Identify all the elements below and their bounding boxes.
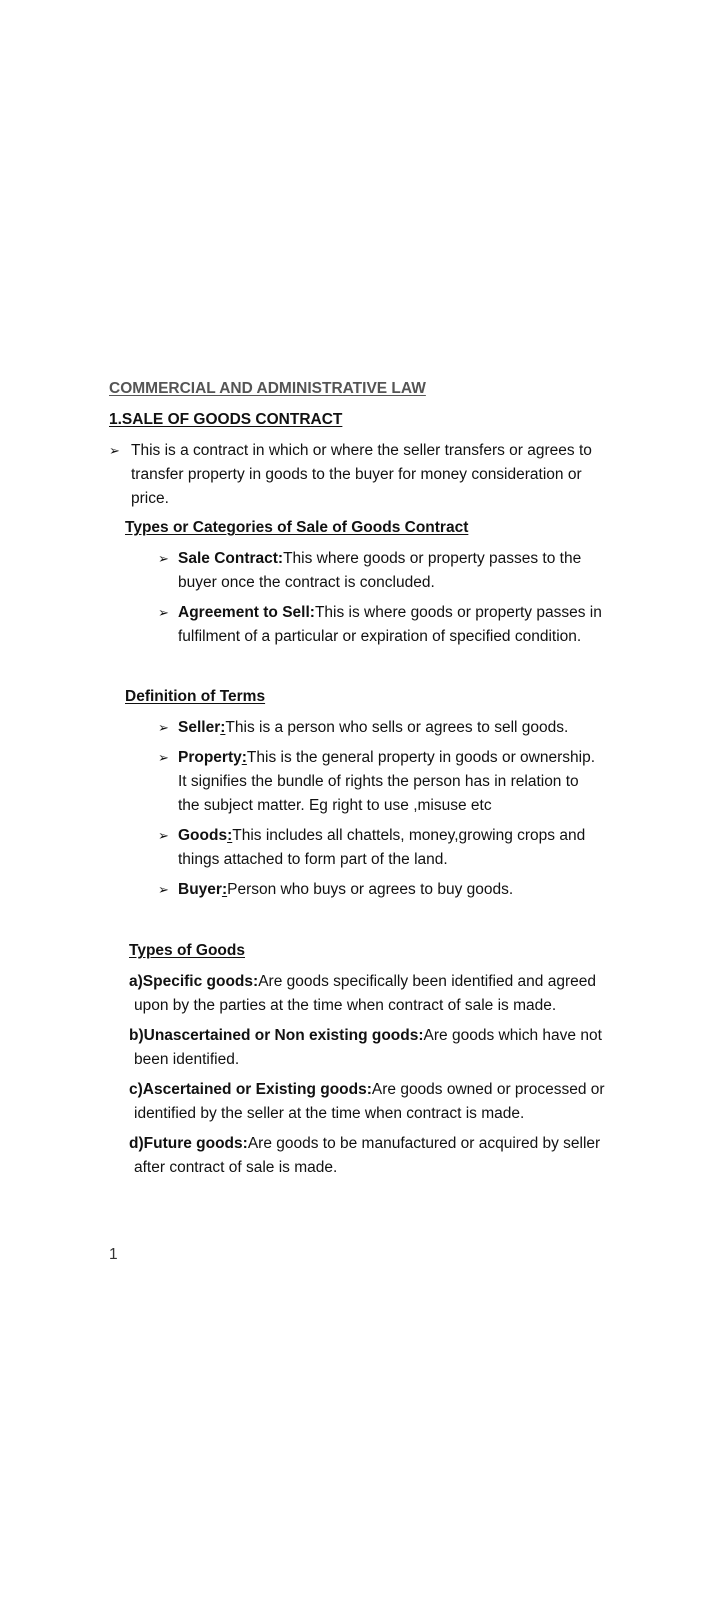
intro-line-1: This is a contract in which or where the seller transfers or agrees to xyxy=(131,442,592,459)
term-text-cont: upon by the parties at the time when contract of sale is made. xyxy=(134,997,557,1014)
page-number: 1 xyxy=(109,1246,118,1263)
term-text-cont: It signifies the bundle of rights the person has in relation to xyxy=(178,773,579,790)
arrow-bullet-icon: ➢ xyxy=(158,720,169,735)
term-text-cont: buyer once the contract is concluded. xyxy=(178,574,435,591)
term-text: This includes all chattels, money,growing crops and xyxy=(232,827,586,844)
term-text: This where goods or property passes to the xyxy=(283,550,582,567)
section-title: 1.SALE OF GOODS CONTRACT xyxy=(109,411,343,428)
document-title: COMMERCIAL AND ADMINISTRATIVE LAW xyxy=(109,380,426,397)
term-colon: : xyxy=(227,827,233,844)
term-text-cont: identified by the seller at the time when contract is made. xyxy=(134,1105,525,1122)
term-text: This is a person who sells or agrees to sell goods. xyxy=(225,719,569,736)
arrow-bullet-icon: ➢ xyxy=(109,443,120,458)
term-text-cont: after contract of sale is made. xyxy=(134,1159,338,1176)
term-label: Goods xyxy=(178,827,228,844)
arrow-bullet-icon: ➢ xyxy=(158,882,169,897)
term-label: Sale Contract: xyxy=(178,550,284,567)
list-item xyxy=(158,601,678,649)
types-heading: Types or Categories of Sale of Goods Contract xyxy=(125,519,469,536)
term-label: c)Ascertained or Existing goods: xyxy=(129,1081,372,1098)
term-text: Are goods specifically been identified and agreed xyxy=(258,973,596,990)
list-item xyxy=(158,824,678,872)
term-colon: : xyxy=(241,749,247,766)
term-text: Are goods to be manufactured or acquired by seller xyxy=(247,1135,601,1152)
term-text-cont: things attached to form part of the land. xyxy=(178,851,448,868)
term-label: Property xyxy=(178,749,242,766)
term-text-cont: fulfilment of a particular or expiration of specified condition. xyxy=(178,628,582,645)
list-item xyxy=(158,547,658,595)
term-label: Agreement to Sell: xyxy=(178,604,315,621)
term-colon: : xyxy=(220,719,226,736)
term-text-cont: the subject matter. Eg right to use ,misuse etc xyxy=(178,797,492,814)
goods-heading: Types of Goods xyxy=(129,942,245,959)
term-label: d)Future goods: xyxy=(129,1135,248,1152)
intro-line-2: transfer property in goods to the buyer for money consideration or xyxy=(131,466,582,483)
term-label: b)Unascertained or Non existing goods: xyxy=(129,1027,424,1044)
arrow-bullet-icon: ➢ xyxy=(158,750,169,765)
list-item xyxy=(158,878,678,902)
term-colon: : xyxy=(221,881,228,898)
term-text: Are goods owned or processed or xyxy=(371,1081,605,1098)
arrow-bullet-icon: ➢ xyxy=(158,828,169,843)
list-item xyxy=(158,716,678,740)
term-text: Are goods which have not xyxy=(423,1027,602,1044)
definitions-heading: Definition of Terms xyxy=(125,688,266,705)
term-text-cont: been identified. xyxy=(134,1051,240,1068)
list-item xyxy=(158,746,678,818)
arrow-bullet-icon: ➢ xyxy=(158,551,169,566)
list-item xyxy=(129,1078,669,1126)
list-item xyxy=(129,1132,689,1180)
intro-bullet xyxy=(109,439,649,511)
term-label: Seller xyxy=(178,719,221,736)
term-text: This is where goods or property passes in xyxy=(314,604,602,621)
term-label: Buyer xyxy=(178,881,222,898)
list-item xyxy=(129,970,669,1018)
term-text: This is the general property in goods or ownership. xyxy=(246,749,595,766)
arrow-bullet-icon: ➢ xyxy=(158,605,169,620)
term-text: Person who buys or agrees to buy goods. xyxy=(227,881,514,898)
term-label: a)Specific goods: xyxy=(129,973,259,990)
intro-line-3: price. xyxy=(131,490,169,507)
list-item xyxy=(129,1024,669,1072)
